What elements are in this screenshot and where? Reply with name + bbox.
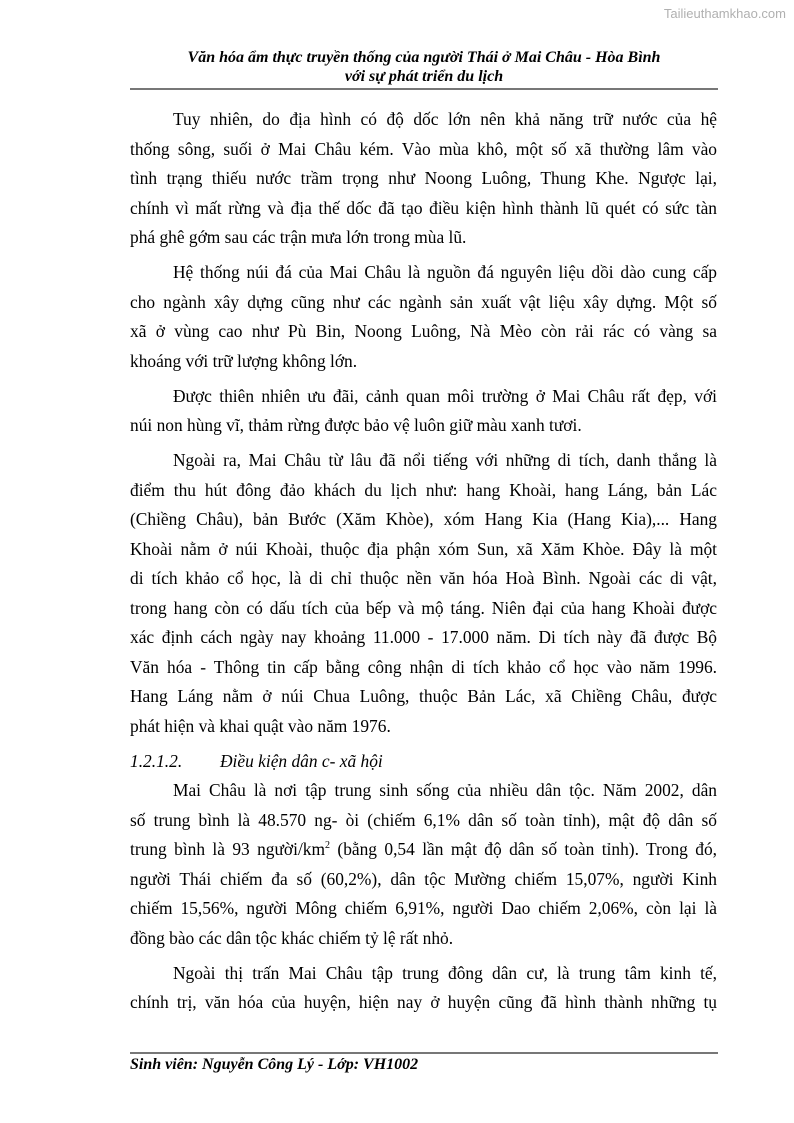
text-line: phát hiện và khai quật vào năm 1976. [130,715,391,736]
paragraph [130,105,717,253]
text-line: xã ở vùng cao như Pù Bin, Noong Luông, Nà Mèo còn rải rác có vàng sa [130,321,717,341]
text-line: di tích khảo cổ học, là di chỉ thuộc nền văn hóa Hoà Bình. Ngoài các di vật, [130,568,717,588]
text-line: số trung bình là 48.570 ng- òi (chiếm 6,1% dân số toàn tỉnh), mật độ dân số [130,809,717,830]
text-line: đồng bào các dân tộc khác chiếm tỷ lệ rất nhỏ. [130,927,454,948]
paragraph [130,776,717,953]
text-line: Văn hóa - Thông tin cấp bằng công nhận di tích khảo cổ học vào năm 1996. [130,656,717,677]
text-segment: trung bình là 93 người/km [130,839,326,859]
section-title: Điều kiện dân c- xã hội [220,750,383,771]
text-line: Hệ thống núi đá của Mai Châu là nguồn đá nguyên liệu dồi dào cung cấp [173,262,717,282]
text-line: núi non hùng vĩ, thảm rừng được bảo vệ luôn giữ màu xanh tươi. [130,415,582,435]
header-line-1: Văn hóa ẩm thực truyền thống của người Thái ở Mai Châu - Hòa Bình [187,49,661,66]
text-line [130,835,717,865]
footer-text: Sinh viên: Nguyễn Công Lý - Lớp: VH1002 [130,1056,419,1073]
text-line: khoáng với trữ lượng không lớn. [130,350,358,371]
text-line: cho ngành xây dựng cũng như các ngành sản xuất vật liệu xây dựng. Một số [130,291,717,312]
text-line: trong hang còn có dấu tích của bếp và mộ táng. Niên đại của hang Khoài được [130,597,717,618]
text-line: tình trạng thiếu nước trầm trọng như Noong Luông, Thung Khe. Ngược lại, [130,168,717,188]
text-line: xác định cách ngày nay khoảng 11.000 - 17.000 năm. Di tích này đã được Bộ [130,627,717,647]
text-line: (Chiềng Châu), bản Bước (Xăm Khòe), xóm Hang Kia (Hang Kia),... Hang [130,509,717,529]
footer-divider [130,1052,718,1054]
superscript: 2 [325,840,331,852]
text-line: chiếm 15,56%, người Mông chiếm 6,91%, người Dao chiếm 2,06%, còn lại là [130,898,717,918]
text-line: phá ghê gớm sau các trận mưa lớn trong mùa lũ. [130,227,467,247]
watermark: Tailieuthamkhao.com [663,6,786,21]
text-line: Tuy nhiên, do địa hình có độ dốc lớn nên khả năng trữ nước của hệ [173,109,717,129]
text-line: Ngoài ra, Mai Châu từ lâu đã nổi tiếng với những di tích, danh thắng là [173,450,717,470]
section-number: 1.2.1.2. [130,750,183,771]
text-line: điểm thu hút đông đảo khách du lịch như: hang Khoài, hang Láng, bản Lác [130,479,717,500]
header-line-2: với sự phát triển du lịch [344,68,504,85]
section-heading [130,747,717,777]
paragraphs-group [130,105,717,741]
text-line: thống sông, suối ở Mai Châu kém. Vào mùa khô, một số xã thường lâm vào [130,138,717,159]
text-line: Ngoài thị trấn Mai Châu tập trung đông dân cư, là trung tâm kinh tế, [173,962,717,983]
text-line: Được thiên nhiên ưu đãi, cảnh quan môi trường ở Mai Châu rất đẹp, với [173,385,717,406]
text-line: Hang Láng nằm ở núi Chua Luông, thuộc Bản Lác, xã Chiềng Châu, được [130,686,717,706]
paragraph [130,959,717,1018]
text-line: chính vì mất rừng và địa thế dốc đã tạo điều kiện hình thành lũ quét có sức tàn [130,197,717,218]
paragraph [130,382,717,441]
text-line: người Thái chiếm đa số (60,2%), dân tộc Mường chiếm 15,07%, người Kinh [130,868,717,889]
header-divider [130,88,718,90]
paragraph [130,258,717,376]
text-line: Mai Châu là nơi tập trung sinh sống của nhiều dân tộc. Năm 2002, dân [173,780,717,800]
text-segment: (bằng 0,54 lần mật độ dân số toàn tỉnh). Trong đó, [330,839,718,859]
text-line: Khoài nằm ở núi Khoài, thuộc địa phận xóm Sun, xã Xăm Khòe. Đây là một [130,538,717,559]
paragraph [130,446,717,741]
running-header [130,48,718,86]
text-line: chính trị, văn hóa của huyện, hiện nay ở huyện cũng đã hình thành những tụ [130,992,717,1012]
page-body [130,105,717,1023]
